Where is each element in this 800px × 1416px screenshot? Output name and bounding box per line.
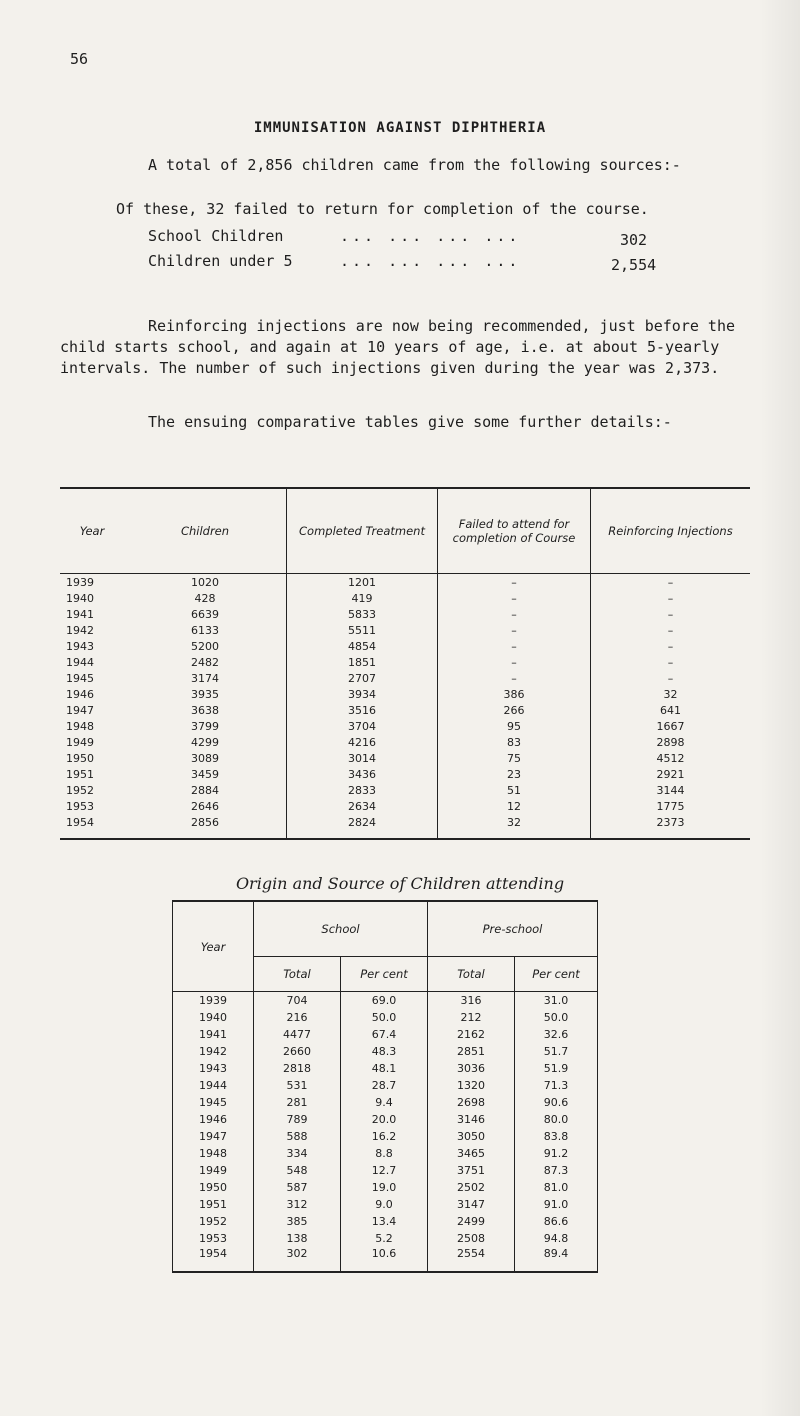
cell-preschool-total: 2554: [428, 1247, 515, 1272]
cell-completed: 3014: [287, 750, 438, 766]
page-title: IMMUNISATION AGAINST DIPHTHERIA: [253, 120, 547, 136]
cell-preschool-percent: 51.7: [515, 1043, 598, 1060]
cell-reinforcing: 3144: [656, 783, 685, 797]
cell-year: 1940: [173, 1009, 254, 1026]
cell-year: 1953: [173, 1230, 254, 1247]
cell-school-total: 587: [254, 1179, 341, 1196]
cell-school-total: 548: [254, 1162, 341, 1179]
cell-failed: –: [438, 574, 591, 591]
header-school-total: Total: [254, 957, 341, 992]
cell-completed: 1851: [287, 654, 438, 670]
cell-reinforcing: 32: [663, 687, 678, 701]
cell-completed: 3934: [287, 686, 438, 702]
header-preschool-percent: Per cent: [515, 957, 598, 992]
cell-year: 1948: [173, 1145, 254, 1162]
table-row: [60, 766, 750, 782]
cell-year: 1947: [173, 1128, 254, 1145]
header-pre-school: Pre-school: [428, 901, 598, 957]
header-preschool-total: Total: [428, 957, 515, 992]
cell-preschool-total: 3465: [428, 1145, 515, 1162]
cell-preschool-percent: 32.6: [515, 1026, 598, 1043]
immunisation-table: [60, 487, 750, 840]
table-body: [60, 574, 750, 840]
table-row: [173, 1213, 598, 1230]
cell-preschool-percent: 91.0: [515, 1196, 598, 1213]
cell-school-total: 704: [254, 992, 341, 1010]
cell-school-total: 4477: [254, 1026, 341, 1043]
cell-preschool-percent: 94.8: [515, 1230, 598, 1247]
cell-year: 1950: [173, 1179, 254, 1196]
cell-year: 1954: [173, 1247, 254, 1272]
header-reinforcing: Reinforcing Injections: [591, 488, 751, 574]
cell-failed: 75: [438, 750, 591, 766]
cell-school-total: 789: [254, 1111, 341, 1128]
cell-completed: 419: [287, 590, 438, 606]
cell-preschool-total: 3751: [428, 1162, 515, 1179]
cell-completed: 2634: [287, 798, 438, 814]
cell-preschool-total: 2499: [428, 1213, 515, 1230]
cell-preschool-percent: 83.8: [515, 1128, 598, 1145]
cell-year: 1950: [66, 751, 94, 765]
cell-reinforcing: –: [667, 639, 674, 653]
table-row: [173, 1230, 598, 1247]
cell-school-total: 138: [254, 1230, 341, 1247]
cell-year: 1951: [173, 1196, 254, 1213]
cell-reinforcing: 2898: [656, 735, 685, 749]
origin-table: [172, 900, 598, 1273]
reinforcing-paragraph: Reinforcing injections are now being recommended, just before the child starts school, and again at 10 years of age, i.e. at about 5-yearly intervals. The number of such injections given during the year was 2,373.: [60, 317, 735, 377]
source-label: School Children: [148, 227, 284, 245]
cell-preschool-percent: 51.9: [515, 1060, 598, 1077]
cell-failed: 83: [438, 734, 591, 750]
header-year: Year: [60, 488, 124, 574]
table-row: [173, 1043, 598, 1060]
cell-completed: 4854: [287, 638, 438, 654]
cell-school-total: 385: [254, 1213, 341, 1230]
cell-completed: 5511: [287, 622, 438, 638]
cell-school-percent: 10.6: [341, 1247, 428, 1272]
cell-year: 1947: [66, 703, 94, 717]
cell-year: 1945: [66, 671, 94, 685]
cell-children: 6639: [124, 606, 287, 622]
cell-reinforcing: 1775: [656, 799, 685, 813]
cell-school-total: 2660: [254, 1043, 341, 1060]
cell-children: 3174: [124, 670, 287, 686]
cell-school-total: 334: [254, 1145, 341, 1162]
table-header-row: [173, 901, 598, 957]
cell-preschool-total: 2162: [428, 1026, 515, 1043]
cell-school-percent: 16.2: [341, 1128, 428, 1145]
cell-year: 1940: [66, 591, 94, 605]
cell-preschool-total: 3146: [428, 1111, 515, 1128]
cell-year: 1946: [66, 687, 94, 701]
cell-failed: 51: [438, 782, 591, 798]
cell-completed: 2833: [287, 782, 438, 798]
table-row: [60, 734, 750, 750]
cell-year: 1941: [173, 1026, 254, 1043]
cell-reinforcing: 1667: [656, 719, 685, 733]
cell-reinforcing: –: [667, 655, 674, 669]
cell-children: 3459: [124, 766, 287, 782]
cell-school-percent: 67.4: [341, 1026, 428, 1043]
cell-preschool-percent: 90.6: [515, 1094, 598, 1111]
cell-completed: 5833: [287, 606, 438, 622]
cell-reinforcing: –: [667, 671, 674, 685]
header-school: School: [254, 901, 428, 957]
header-failed: Failed to attend for completion of Course: [438, 488, 591, 574]
table-row: [173, 1145, 598, 1162]
cell-year: 1944: [66, 655, 94, 669]
cell-year: 1939: [66, 575, 94, 589]
cell-school-percent: 9.0: [341, 1196, 428, 1213]
cell-children: 4299: [124, 734, 287, 750]
cell-failed: 12: [438, 798, 591, 814]
table-body: [173, 992, 598, 1273]
cell-school-total: 312: [254, 1196, 341, 1213]
table-header-row: [60, 488, 750, 574]
table-row: [173, 1009, 598, 1026]
cell-preschool-total: 3036: [428, 1060, 515, 1077]
cell-failed: 266: [438, 702, 591, 718]
cell-preschool-percent: 89.4: [515, 1247, 598, 1272]
cell-completed: 3436: [287, 766, 438, 782]
header-school-percent: Per cent: [341, 957, 428, 992]
cell-year: 1945: [173, 1094, 254, 1111]
cell-failed: –: [438, 606, 591, 622]
table-row: [173, 1094, 598, 1111]
cell-reinforcing: –: [667, 575, 674, 589]
cell-preschool-total: 1320: [428, 1077, 515, 1094]
cell-failed: –: [438, 590, 591, 606]
cell-school-total: 588: [254, 1128, 341, 1145]
cell-year: 1952: [173, 1213, 254, 1230]
cell-school-percent: 50.0: [341, 1009, 428, 1026]
cell-school-percent: 8.8: [341, 1145, 428, 1162]
cell-year: 1952: [66, 783, 94, 797]
cell-school-percent: 5.2: [341, 1230, 428, 1247]
cell-children: 2482: [124, 654, 287, 670]
table-row: [60, 798, 750, 814]
cell-year: 1946: [173, 1111, 254, 1128]
cell-preschool-percent: 80.0: [515, 1111, 598, 1128]
cell-school-percent: 48.3: [341, 1043, 428, 1060]
table-row: [173, 1026, 598, 1043]
cell-preschool-total: 2502: [428, 1179, 515, 1196]
cell-school-total: 216: [254, 1009, 341, 1026]
cell-school-percent: 20.0: [341, 1111, 428, 1128]
header-children: Children: [124, 488, 287, 574]
table-row: [173, 1196, 598, 1213]
cell-completed: 4216: [287, 734, 438, 750]
cell-school-percent: 13.4: [341, 1213, 428, 1230]
cell-children: 2856: [124, 814, 287, 839]
cell-children: 1020: [124, 574, 287, 591]
source-value: 2,554: [611, 256, 657, 274]
cell-preschool-percent: 87.3: [515, 1162, 598, 1179]
cell-reinforcing: 2373: [591, 814, 751, 839]
table-row: [60, 574, 750, 591]
cell-children: 2884: [124, 782, 287, 798]
cell-year: 1942: [173, 1043, 254, 1060]
table-row: [173, 1060, 598, 1077]
cell-failed: –: [438, 622, 591, 638]
cell-failed: 32: [438, 814, 591, 839]
table-row: [60, 782, 750, 798]
cell-year: 1941: [66, 607, 94, 621]
table-row: [173, 1179, 598, 1196]
table-row: [173, 1128, 598, 1145]
cell-school-percent: 28.7: [341, 1077, 428, 1094]
cell-completed: 2707: [287, 670, 438, 686]
cell-failed: –: [438, 638, 591, 654]
cell-school-total: 2818: [254, 1060, 341, 1077]
cell-preschool-total: 316: [428, 992, 515, 1010]
cell-reinforcing: 641: [660, 703, 681, 717]
table-row: [60, 718, 750, 734]
cell-failed: –: [438, 670, 591, 686]
table-row: [60, 750, 750, 766]
cell-school-percent: 12.7: [341, 1162, 428, 1179]
cell-reinforcing: 4512: [656, 751, 685, 765]
page-edge-shadow: [760, 0, 800, 1416]
cell-children: 3089: [124, 750, 287, 766]
source-dots: ... ... ... ...: [340, 227, 521, 245]
cell-preschool-percent: 71.3: [515, 1077, 598, 1094]
cell-children: 3638: [124, 702, 287, 718]
cell-year: 1948: [66, 719, 94, 733]
cell-school-percent: 19.0: [341, 1179, 428, 1196]
header-completed: Completed Treatment: [287, 488, 438, 574]
cell-year: 1943: [173, 1060, 254, 1077]
table-row: [173, 1111, 598, 1128]
page-number: 56: [70, 50, 89, 68]
table2-caption: Origin and Source of Children attending: [235, 874, 565, 893]
cell-preschool-percent: 50.0: [515, 1009, 598, 1026]
cell-preschool-percent: 81.0: [515, 1179, 598, 1196]
cell-children: 3799: [124, 718, 287, 734]
table-row: [60, 638, 750, 654]
cell-completed: 3704: [287, 718, 438, 734]
cell-preschool-total: 3147: [428, 1196, 515, 1213]
table-row: [60, 814, 750, 839]
cell-children: 5200: [124, 638, 287, 654]
cell-completed: 2824: [287, 814, 438, 839]
cell-failed: –: [438, 654, 591, 670]
cell-preschool-percent: 91.2: [515, 1145, 598, 1162]
table-row: [173, 1162, 598, 1179]
table-row: [60, 590, 750, 606]
cell-preschool-total: 2698: [428, 1094, 515, 1111]
table-row: [60, 702, 750, 718]
cell-year: 1944: [173, 1077, 254, 1094]
cell-preschool-total: 2508: [428, 1230, 515, 1247]
cell-preschool-percent: 86.6: [515, 1213, 598, 1230]
cell-completed: 1201: [287, 574, 438, 591]
table-row: [173, 1077, 598, 1094]
table-row: [60, 670, 750, 686]
cell-children: 6133: [124, 622, 287, 638]
header-year: Year: [173, 901, 254, 992]
table-row: [60, 606, 750, 622]
cell-year: 1942: [66, 623, 94, 637]
cell-failed: 23: [438, 766, 591, 782]
cell-year: 1949: [66, 735, 94, 749]
cell-year: 1939: [173, 992, 254, 1010]
cell-year: 1943: [66, 639, 94, 653]
cell-preschool-percent: 31.0: [515, 992, 598, 1010]
cell-failed: 386: [438, 686, 591, 702]
cell-reinforcing: 2921: [656, 767, 685, 781]
cell-reinforcing: –: [667, 591, 674, 605]
failed-note: Of these, 32 failed to return for completion of the course.: [116, 200, 649, 218]
cell-children: 2646: [124, 798, 287, 814]
source-value: 302: [620, 231, 648, 249]
cell-year: 1951: [66, 767, 94, 781]
cell-school-percent: 48.1: [341, 1060, 428, 1077]
table-row: [173, 1247, 598, 1272]
cell-school-total: 302: [254, 1247, 341, 1272]
source-label: Children under 5: [148, 252, 293, 270]
cell-school-percent: 9.4: [341, 1094, 428, 1111]
cell-year: 1949: [173, 1162, 254, 1179]
cell-preschool-total: 2851: [428, 1043, 515, 1060]
table-row: [60, 622, 750, 638]
cell-reinforcing: –: [667, 623, 674, 637]
cell-year: 1954: [60, 814, 124, 839]
cell-children: 428: [124, 590, 287, 606]
cell-school-total: 531: [254, 1077, 341, 1094]
table-row: [60, 686, 750, 702]
table-row: [173, 992, 598, 1010]
cell-children: 3935: [124, 686, 287, 702]
tables-intro: The ensuing comparative tables give some further details:-: [148, 413, 672, 431]
cell-failed: 95: [438, 718, 591, 734]
cell-preschool-total: 3050: [428, 1128, 515, 1145]
source-dots: ... ... ... ...: [340, 252, 521, 270]
cell-school-total: 281: [254, 1094, 341, 1111]
table-row: [60, 654, 750, 670]
cell-reinforcing: –: [667, 607, 674, 621]
cell-completed: 3516: [287, 702, 438, 718]
intro-paragraph: A total of 2,856 children came from the following sources:-: [148, 156, 681, 174]
cell-preschool-total: 212: [428, 1009, 515, 1026]
cell-school-percent: 69.0: [341, 992, 428, 1010]
cell-year: 1953: [66, 799, 94, 813]
